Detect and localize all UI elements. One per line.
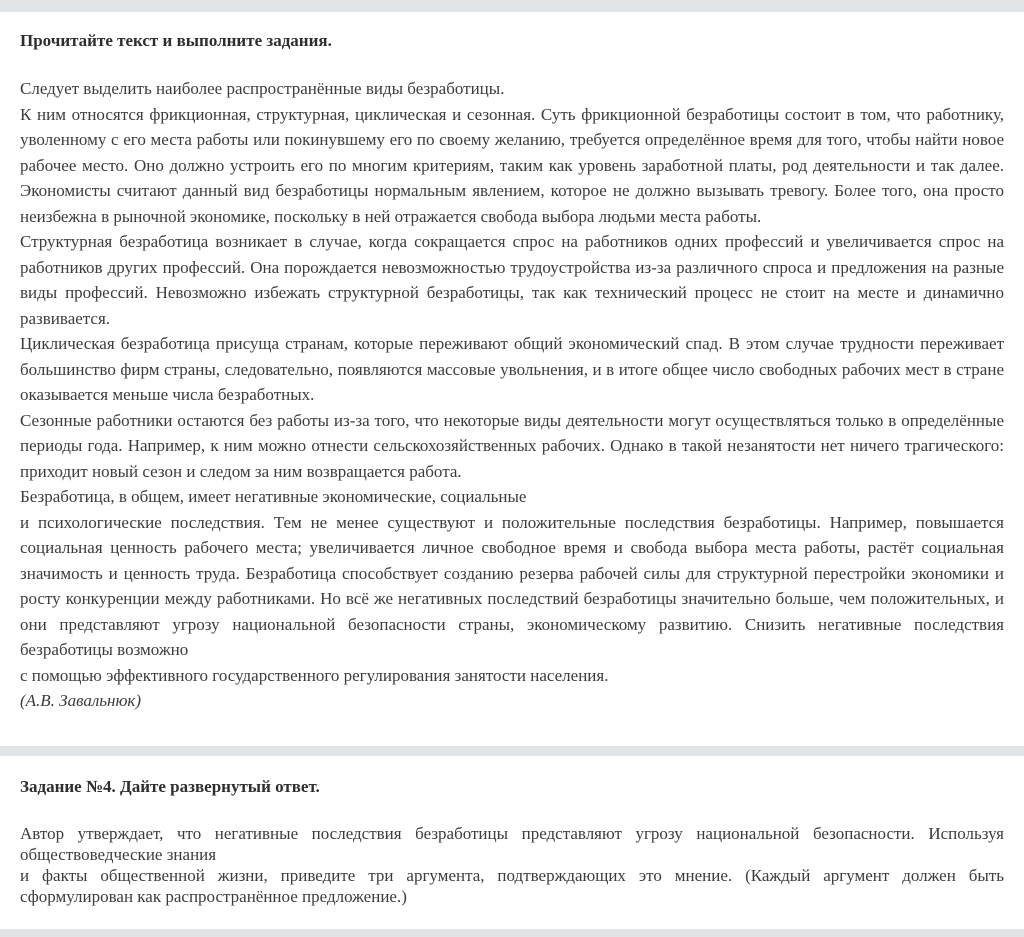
reading-paragraph: Сезонные работники остаются без работы из-за того, что некоторые виды деятельности могут осуществляться только в определённые периоды года. Например, к ним можно отнести сельскохозяйственных рабочих. Однако в такой незанятости нет ничего трагического: приходит новый сезон и следом за ним возвращается работа. xyxy=(20,410,1004,481)
task-paragraph: и факты общественной жизни, приведите три аргумента, подтверждающих это мнение. (Каждый аргумент должен быть сформулирован как распространённое предложение.) xyxy=(20,865,1004,906)
bottom-divider-bar xyxy=(0,929,1024,937)
reading-paragraph: Безработица, в общем, имеет негативные экономические, социальные xyxy=(20,487,527,506)
reading-instruction-heading: Прочитайте текст и выполните задания. xyxy=(20,31,332,50)
top-divider-bar xyxy=(0,0,1024,12)
reading-paragraph: Структурная безработица возникает в случае, когда сокращается спрос на работников одних профессий и увеличивается спрос на работников других профессий. Она порождается невозможностью трудоустройства из-за различного спроса и предложения на разные виды профессий. Невозможно избежать структурной безработицы, так как технический процесс не стоит на месте и динамично развивается. xyxy=(20,232,1004,328)
reading-paragraph: Циклическая безработица присуща странам, которые переживают общий экономический спад. В этом случае трудности переживает большинство фирм страны, следовательно, появляются массовые увольнения, и в итоге общее число свободных рабочих мест в стране оказывается меньше числа безработных. xyxy=(20,334,1004,404)
author-attribution: (А.В. Завальнюк) xyxy=(20,691,142,710)
reading-paragraph: К ним относятся фрикционная, структурная, циклическая и сезонная. Суть фрикционной безработицы состоит в том, что работнику, уволенному с его места работы или покинувшему его по своему желанию, требуется определённое время для того, чтобы найти новое рабочее место. Оно должно устроить его по многим критериям, таким как уровень заработной платы, род деятельности и так далее. Экономисты считают данный вид безработицы нормальным явлением, которое не должно вызывать тревогу. Более того, она просто неизбежна в рыночной экономике, поскольку в ней отражается свобода выбора людьми места работы. xyxy=(20,104,1004,226)
reading-paragraph: Следует выделить наиболее распространённые виды безработицы. xyxy=(20,79,505,98)
reading-paragraph: с помощью эффективного государственного регулирования занятости населения. xyxy=(20,665,609,685)
task-section xyxy=(0,777,1024,907)
task-heading: Задание №4. Дайте развернутый ответ. xyxy=(20,776,320,796)
section-divider-bar xyxy=(0,746,1024,756)
reading-text xyxy=(20,76,1004,714)
task-text xyxy=(20,823,1004,907)
reading-section xyxy=(0,31,1024,746)
reading-paragraph: и психологические последствия. Тем не менее существуют и положительные последствия безработицы. Например, повышается социальная ценность рабочего места; увеличивается личное свободное время и свобода выбора места работы, растёт социальная значимость и ценность труда. Безработица способствует созданию резерва рабочей силы для структурной перестройки экономики и росту конкуренции между работниками. Но всё же негативных последствий безработицы значительно больше, чем положительных, и они представляют угрозу национальной безопасности страны, экономическому развитию. Снизить негативные последствия безработицы возможно xyxy=(20,512,1004,659)
task-paragraph: Автор утверждает, что негативные последствия безработицы представляют угрозу национальной безопасности. Используя обществоведческие знания xyxy=(20,823,1004,864)
